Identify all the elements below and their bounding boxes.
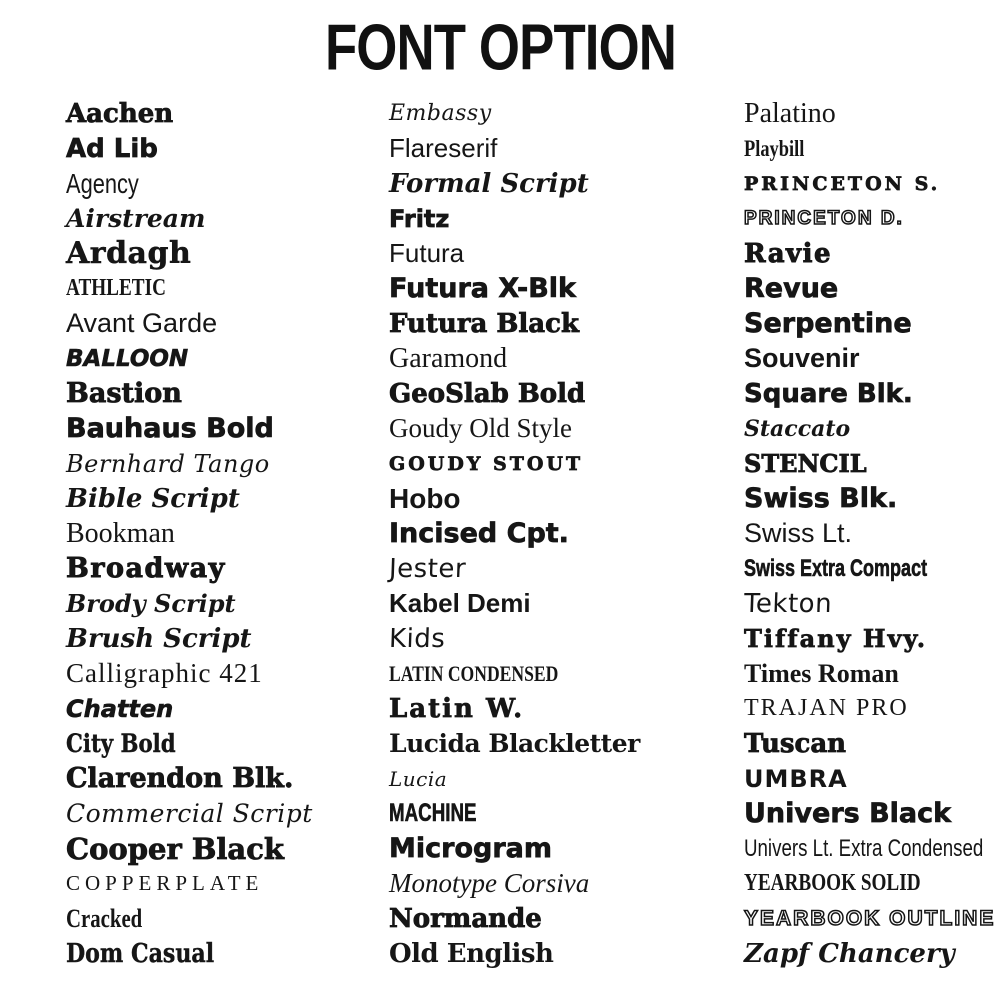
font-sample-stencil: STENCIL: [744, 449, 867, 478]
font-sample-goudy-old-style: Goudy Old Style: [389, 413, 573, 443]
font-sample-yearbook-outline: YEARBOOK OUTLINE: [744, 906, 996, 930]
font-sample-univers-black: Univers Black: [744, 798, 952, 829]
font-sample-princeton-d: PRINCETON D.: [744, 207, 904, 229]
font-sample-yearbook-solid: YEARBOOK SOLID: [744, 870, 921, 896]
font-sample-futura-x-blk: Futura X-Blk: [389, 273, 576, 304]
font-sample-old-english: Old English: [389, 938, 554, 969]
font-sample-bookman: Bookman: [66, 517, 175, 549]
font-sample-ad-lib: Ad Lib: [66, 133, 158, 164]
font-sample-tekton: Tekton: [743, 588, 833, 619]
font-sample-umbra: UMBRA: [744, 764, 848, 793]
font-sample-swiss-blk: Swiss Blk.: [744, 483, 898, 514]
font-sample-futura: Futura: [389, 238, 465, 268]
font-sample-bible-script: Bible Script: [66, 483, 240, 514]
font-sample-commercial-script: Commercial Script: [66, 799, 313, 828]
font-sample-jester: Jester: [388, 553, 467, 584]
font-sample-balloon: BALLOON: [66, 345, 189, 372]
font-sample-trajan-pro: TRAJAN PRO: [744, 695, 909, 721]
font-sample-goudy-stout: GOUDY STOUT: [389, 452, 584, 475]
font-sample-calligraphic-421: Calligraphic 421: [66, 658, 263, 688]
font-sample-lucida-blackletter: Lucida Blackletter: [389, 729, 640, 758]
font-sample-brody-script: Brody Script: [66, 589, 236, 618]
font-sample-cooper-black: Cooper Black: [66, 831, 284, 866]
font-sample-ravie: Ravie: [744, 238, 833, 269]
font-sample-city-bold: City Bold: [66, 729, 176, 758]
font-sample-normande: Normande: [389, 903, 542, 934]
font-sample-princeton-s: PRINCETON S.: [744, 172, 941, 195]
font-sample-brush-script: Brush Script: [66, 623, 252, 654]
font-sample-bauhaus-bold: Bauhaus Bold: [66, 413, 274, 444]
font-sample-athletic: ATHLETIC: [66, 275, 166, 301]
font-column-1: [0, 96, 333, 971]
font-sample-airstream: Airstream: [66, 204, 206, 233]
font-sample-revue: Revue: [744, 273, 839, 304]
font-sample-incised-cpt: Incised Cpt.: [389, 518, 569, 549]
font-sample-cracked: Cracked: [66, 903, 143, 933]
font-sample-swiss-lt: Swiss Lt.: [744, 518, 853, 548]
font-list: [0, 96, 1000, 971]
font-sample-souvenir: Souvenir: [744, 343, 860, 373]
font-sample-dom-casual: Dom Casual: [66, 938, 215, 969]
font-column-3: [666, 96, 1000, 971]
font-sample-tiffany-hvy: Tiffany Hvy.: [744, 624, 928, 653]
font-sample-ardagh: Ardagh: [66, 236, 192, 271]
font-sample-lucia: Lucia: [389, 766, 448, 791]
font-sample-latin-w: Latin W.: [389, 693, 525, 724]
font-sample-clarendon-blk: Clarendon Blk.: [66, 763, 294, 794]
font-sample-times-roman: Times Roman: [744, 658, 899, 688]
font-sample-square-blk: Square Blk.: [744, 378, 913, 409]
font-sample-futura-black: Futura Black: [389, 308, 579, 339]
font-sample-bastion: Bastion: [66, 378, 182, 409]
font-sample-monotype-corsiva: Monotype Corsiva: [389, 868, 590, 898]
font-sample-chatten: Chatten: [66, 694, 174, 723]
font-column-2: [333, 96, 666, 971]
font-sample-palatino: Palatino: [744, 97, 836, 129]
font-sample-broadway: Broadway: [66, 553, 226, 584]
font-sample-machine: MACHINE: [389, 799, 477, 827]
font-sample-fritz: Fritz: [389, 204, 450, 233]
font-sample-bernhard-tango: Bernhard Tango: [66, 449, 270, 478]
page-title: FONT OPTION: [324, 11, 676, 84]
font-sample-latin-condensed: LATIN CONDENSED: [389, 660, 559, 686]
font-sample-aachen: Aachen: [66, 98, 174, 129]
font-sample-univers-lt-extra-condensed: Univers Lt. Extra Condensed: [744, 834, 984, 862]
page-header: [0, 0, 1000, 96]
font-sample-copperplate: COPPERPLATE: [66, 871, 264, 895]
font-sample-swiss-extra-compact: Swiss Extra Compact: [744, 554, 928, 582]
font-sample-formal-script: Formal Script: [389, 168, 589, 199]
font-sample-embassy: Embassy: [389, 101, 492, 126]
font-sample-hobo: Hobo: [389, 482, 461, 514]
font-sample-kids: Kids: [388, 623, 446, 654]
font-sample-kabel-demi: Kabel Demi: [389, 588, 531, 618]
font-sample-serpentine: Serpentine: [744, 308, 912, 339]
font-sample-geoslab-bold: GeoSlab Bold: [389, 378, 586, 409]
font-sample-flareserif: Flareserif: [389, 133, 498, 163]
font-sample-staccato: Staccato: [744, 415, 851, 442]
font-sample-microgram: Microgram: [389, 833, 552, 864]
font-sample-zapf-chancery: Zapf Chancery: [744, 938, 955, 969]
font-sample-agency: Agency: [66, 167, 139, 199]
font-sample-tuscan: Tuscan: [744, 728, 847, 759]
font-sample-avant-garde: Avant Garde: [66, 308, 218, 338]
font-sample-playbill: Playbill: [744, 135, 805, 161]
font-sample-garamond: Garamond: [389, 342, 508, 374]
